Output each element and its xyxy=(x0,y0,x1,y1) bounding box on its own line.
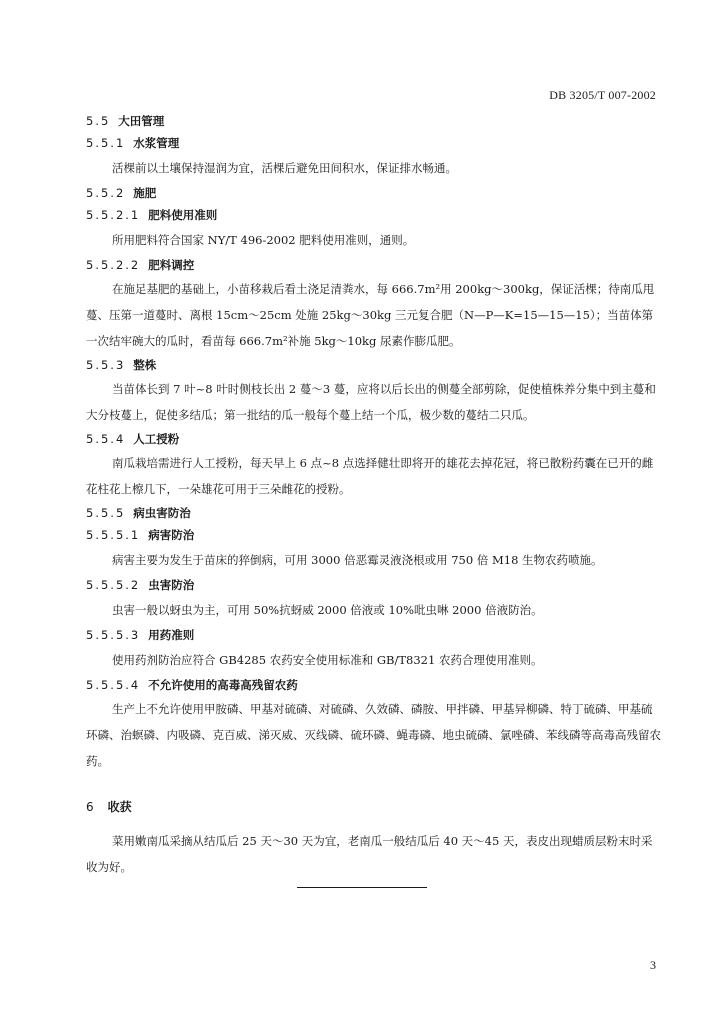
section-heading: 5.5.5.3 用药准则 xyxy=(86,628,195,642)
paragraph: 使用药剂防治应符合 GB4285 农药安全使用标准和 GB/T8321 农药合理使用准则。 xyxy=(112,653,543,667)
end-of-document-rule xyxy=(297,887,427,888)
section-heading: 5.5.5.1 病害防治 xyxy=(86,528,195,542)
page-number: 3 xyxy=(650,958,656,972)
standard-code: DB 3205/T 007-2002 xyxy=(549,88,656,102)
paragraph: 当苗体长到 7 叶~8 叶时侧枝长出 2 蔓～3 蔓，应将以后长出的侧蔓全部剪除，促使植株养分集中到主蔓和大分枝蔓上，促使多结瓜；第一批结的瓜一般每个蔓上结一个瓜，极少数的蔓结二只瓜。 xyxy=(86,382,656,422)
section-heading: 5.5.2 施肥 xyxy=(86,186,157,200)
paragraph: 南瓜栽培需进行人工授粉，每天早上 6 点~8 点选择健壮即将开的雄花去掉花冠，将已散粉药囊在已开的雌花柱花上檫几下，一朵雄花可用于三朵雌花的授粉。 xyxy=(86,456,654,496)
document-body xyxy=(86,110,662,880)
paragraph: 活棵前以土壤保持湿润为宜，活棵后避免田间积水，保证排水畅通。 xyxy=(112,161,457,175)
paragraph: 虫害一般以蚜虫为主，可用 50%抗蚜威 2000 倍液或 10%吡虫啉 2000 倍液防治。 xyxy=(112,603,543,617)
section-heading: 5.5.3 整株 xyxy=(86,358,157,372)
section-heading: 5.5.1 水浆管理 xyxy=(86,136,180,150)
paragraph: 病害主要为发生于苗床的猝倒病，可用 3000 倍恶霉灵液浇根或用 750 倍 M18 生物农药喷施。 xyxy=(112,553,603,567)
section-heading: 5.5 大田管理 xyxy=(86,114,165,128)
section-heading: 5.5.2.1 肥料使用准则 xyxy=(86,208,218,222)
section-heading: 5.5.2.2 肥料调控 xyxy=(86,258,195,272)
section-heading: 5.5.4 人工授粉 xyxy=(86,432,180,446)
paragraph: 在施足基肥的基础上，小苗移栽后看土浇足清粪水，每 666.7m²用 200kg～300kg，保证活棵；待南瓜甩蔓、压第一道蔓时、离根 15cm～25cm 处施 25kg～30kg 三元复合肥（N—P—K=15—15—15）；当苗体第一次结牢碗大的瓜时，看苗每 666.7m²补施 5kg～10kg 尿素作膨瓜肥。 xyxy=(86,282,655,348)
section-heading: 5.5.5 病虫害防治 xyxy=(86,506,191,520)
paragraph: 生产上不允许使用甲胺磷、甲基对硫磷、对硫磷、久效磷、磷胺、甲拌磷、甲基异柳磷、特丁硫磷、甲基硫环磷、治螟磷、内吸磷、克百威、涕灭威、灭线磷、硫环磷、蝇毒磷、地虫硫磷、氯唑磷、苯线磷等高毒高残留农药。 xyxy=(86,702,661,768)
paragraph: 菜用嫩南瓜采摘从结瓜后 25 天～30 天为宜，老南瓜一般结瓜后 40 天～45 天，表皮出现蜡质层粉末时采收为好。 xyxy=(86,834,653,874)
section-heading: 5.5.5.4 不允许使用的高毒高残留农药 xyxy=(86,678,298,692)
section-heading: 5.5.5.2 虫害防治 xyxy=(86,578,195,592)
chapter-heading: 6 收获 xyxy=(86,800,132,814)
paragraph: 所用肥料符合国家 NY/T 496-2002 肥料使用准则，通则。 xyxy=(112,233,415,247)
